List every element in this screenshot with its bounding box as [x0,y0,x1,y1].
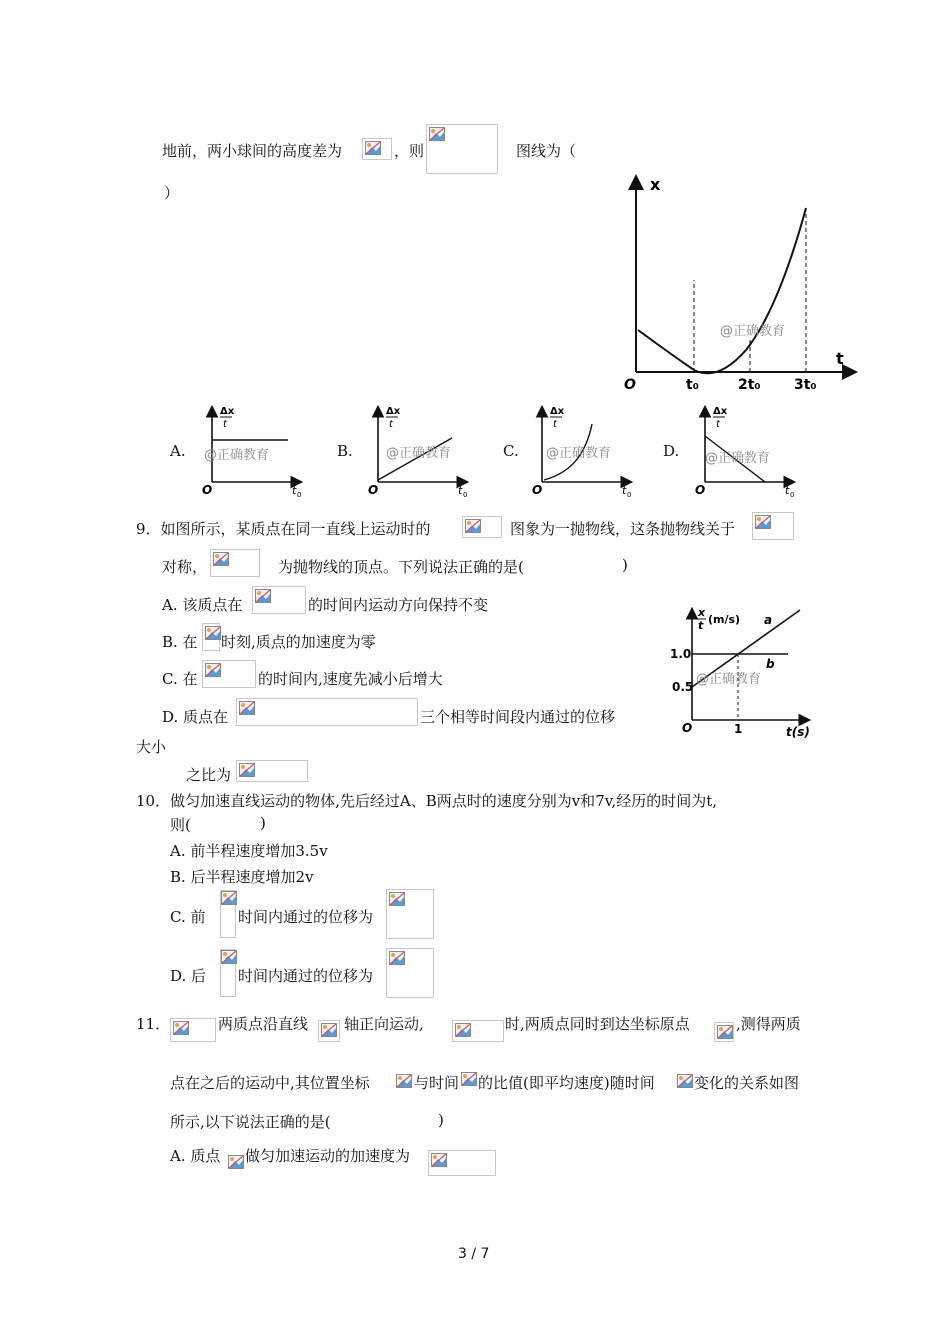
svg-text:x: x [698,606,706,619]
broken-image-icon [431,1153,447,1167]
svg-text:@正确教育: @正确教育 [705,451,771,466]
q10-option-c-a: C. 前 [170,908,206,926]
q11-line3-b: ) [438,1111,444,1129]
formula-image [677,1074,693,1090]
q11-option-a-b: 做匀加速运动的加速度为 [245,1147,411,1165]
broken-image-icon [389,951,405,965]
q8-option-d-graph [693,402,803,498]
q11-line1-a: 两质点沿直线 [218,1015,309,1033]
svg-text:O: O [682,721,693,735]
q10-option-b: B. 后半程速度增加2v [170,868,314,886]
q9-option-c-a: C. 在 [162,670,198,688]
formula-image [386,889,434,939]
broken-image-icon [465,519,481,533]
broken-image-icon [389,892,405,906]
svg-text:@正确教育: @正确教育 [386,446,452,461]
q11-line2-a: 点在之后的运动中,其位置坐标 [170,1074,370,1092]
broken-image-icon [205,663,221,677]
svg-text:O: O [532,483,543,497]
q8-option-a-graph [200,402,310,498]
formula-image [428,1150,496,1176]
q8-line1-b: ，则 [394,142,425,160]
q11-line2-c: 的比值(即平均速度)随时间 [478,1074,655,1092]
q8-line1-c: 图线为（ [516,142,577,160]
svg-text:@正确教育: @正确教育 [546,446,612,461]
q8-option-d-letter: D. [663,442,680,460]
broken-image-icon [455,1023,471,1037]
q8-option-b-graph [366,402,476,498]
svg-text:0: 0 [297,491,302,498]
broken-image-icon [173,1021,189,1035]
formula-image [362,138,392,160]
svg-text:t: t [716,419,720,430]
svg-text:O: O [368,483,379,497]
q9-option-d-b: 三个相等时间段内通过的位移 [420,708,616,726]
formula-image [461,1072,477,1088]
svg-text:0.5: 0.5 [672,680,694,694]
formula-image [228,1155,244,1171]
broken-image-icon [755,515,771,529]
svg-text:@正确教育: @正确教育 [696,672,762,687]
svg-text:O: O [202,483,213,497]
broken-image-icon [221,950,237,964]
svg-text:Δx: Δx [220,406,235,417]
broken-image-icon [239,763,255,777]
q9-d-tail1: 大小 [136,738,167,756]
parabola-curve [638,208,806,373]
formula-image [252,586,306,614]
svg-text:0: 0 [627,491,632,498]
q9-option-b-b: 时刻,质点的加速度为零 [221,633,376,651]
broken-image-icon [461,1072,477,1086]
broken-image-icon [365,141,381,155]
q10-line2-end: ) [260,814,266,832]
q8-option-c-graph [530,402,640,498]
formula-image [462,516,502,538]
q10-option-d-b: 时间内通过的位移为 [238,967,374,985]
broken-image-icon [213,552,229,566]
origin-label: O [624,377,636,393]
svg-text:1.0: 1.0 [670,647,692,661]
broken-image-icon [677,1074,693,1088]
tick-t0: t₀ [686,377,699,393]
page-number: 3 / 7 [458,1246,490,1262]
formula-image [386,948,434,998]
formula-image [210,549,260,577]
q9-line2-a: 对称， [162,558,208,576]
formula-image [202,623,220,651]
formula-image [220,890,236,938]
svg-text:t: t [785,484,790,497]
formula-image [452,1020,504,1042]
q11-line1-b: 轴正向运动, [344,1015,424,1033]
q10-option-d-a: D. 后 [170,967,207,985]
q9-option-d-a: D. 质点在 [162,708,229,726]
q10-option-a: A. 前半程速度增加3.5v [170,842,328,860]
formula-image [318,1020,340,1042]
q9-option-c-b: 的时间内,速度先减小后增大 [258,670,443,688]
svg-text:a: a [764,613,773,627]
svg-text:t: t [553,419,557,430]
q8-option-c-letter: C. [503,442,519,460]
q9-line1-b: 图象为一抛物线，这条抛物线关于 [510,520,736,538]
formula-image [396,1074,412,1090]
q11-line1-d: ,测得两质 [736,1015,801,1033]
svg-text:t: t [223,419,227,430]
svg-text:t: t [698,619,704,632]
formula-image [220,949,236,997]
broken-image-icon [321,1023,337,1037]
watermark: @正确教育 [720,324,786,339]
broken-image-icon [717,1025,733,1039]
svg-text:b: b [766,657,775,671]
formula-image [170,1018,216,1042]
q11-line3-a: 所示,以下说法正确的是( [170,1113,331,1131]
q9-line2-c: ) [622,556,628,574]
svg-text:Δx: Δx [386,406,401,417]
svg-text:0: 0 [790,491,795,498]
formula-image [202,660,256,688]
broken-image-icon [239,701,255,715]
q9-d-tail2: 之比为 [186,766,232,784]
q9-xt-t-graph [668,602,816,742]
svg-text:t: t [389,419,393,430]
broken-image-icon [221,891,237,905]
svg-text:t(s): t(s) [786,725,810,739]
svg-text:t: t [622,484,627,497]
svg-text:1: 1 [734,722,743,736]
q10-option-c-b: 时间内通过的位移为 [238,908,374,926]
svg-text:Δx: Δx [713,406,728,417]
broken-image-icon [396,1074,412,1088]
q10-line2: 则( [170,816,191,834]
x-label: x [650,175,661,194]
q11-line2-d: 变化的关系如图 [694,1074,800,1092]
t-label: t [836,349,844,368]
broken-image-icon [429,127,445,141]
q8-option-b-letter: B. [337,442,353,460]
q10-line1: 10．做匀加速直线运动的物体,先后经过A、B两点时的速度分别为v和7v,经历的时间为t, [136,792,717,810]
q9-option-b-a: B. 在 [162,633,198,651]
q9-line2-b: 为抛物线的顶点。下列说法正确的是( [278,558,524,576]
q11-line2-b: 与时间 [414,1074,460,1092]
q9-option-a-b: 的时间内运动方向保持不变 [308,596,489,614]
broken-image-icon [228,1155,244,1169]
svg-text:0: 0 [463,491,468,498]
svg-text:O: O [695,483,706,497]
q8-option-a-letter: A. [170,442,186,460]
q9-line1-a: 9．如图所示，某质点在同一直线上运动时的 [136,520,431,538]
q8-xt-graph [618,170,858,395]
q11-line1-c: 时,两质点同时到达坐标原点 [505,1015,690,1033]
tick-2t0: 2t₀ [738,377,761,393]
formula-image [752,512,794,540]
q8-line2: ） [164,184,180,202]
broken-image-icon [255,589,271,603]
formula-image [714,1022,734,1042]
q11-num: 11． [136,1015,171,1033]
formula-image [426,124,498,174]
broken-image-icon [205,626,221,640]
q11-option-a-a: A. 质点 [170,1147,221,1165]
svg-text:t: t [292,484,297,497]
svg-text:t: t [458,484,463,497]
q8-line1-a: 地前，两小球间的高度差为 [162,142,343,160]
svg-text:Δx: Δx [550,406,565,417]
tick-3t0: 3t₀ [794,377,817,393]
formula-image [236,698,418,726]
q9-option-a-a: A. 该质点在 [162,596,243,614]
svg-text:(m/s): (m/s) [708,613,741,626]
svg-text:@正确教育: @正确教育 [204,448,270,463]
formula-image [236,760,308,782]
